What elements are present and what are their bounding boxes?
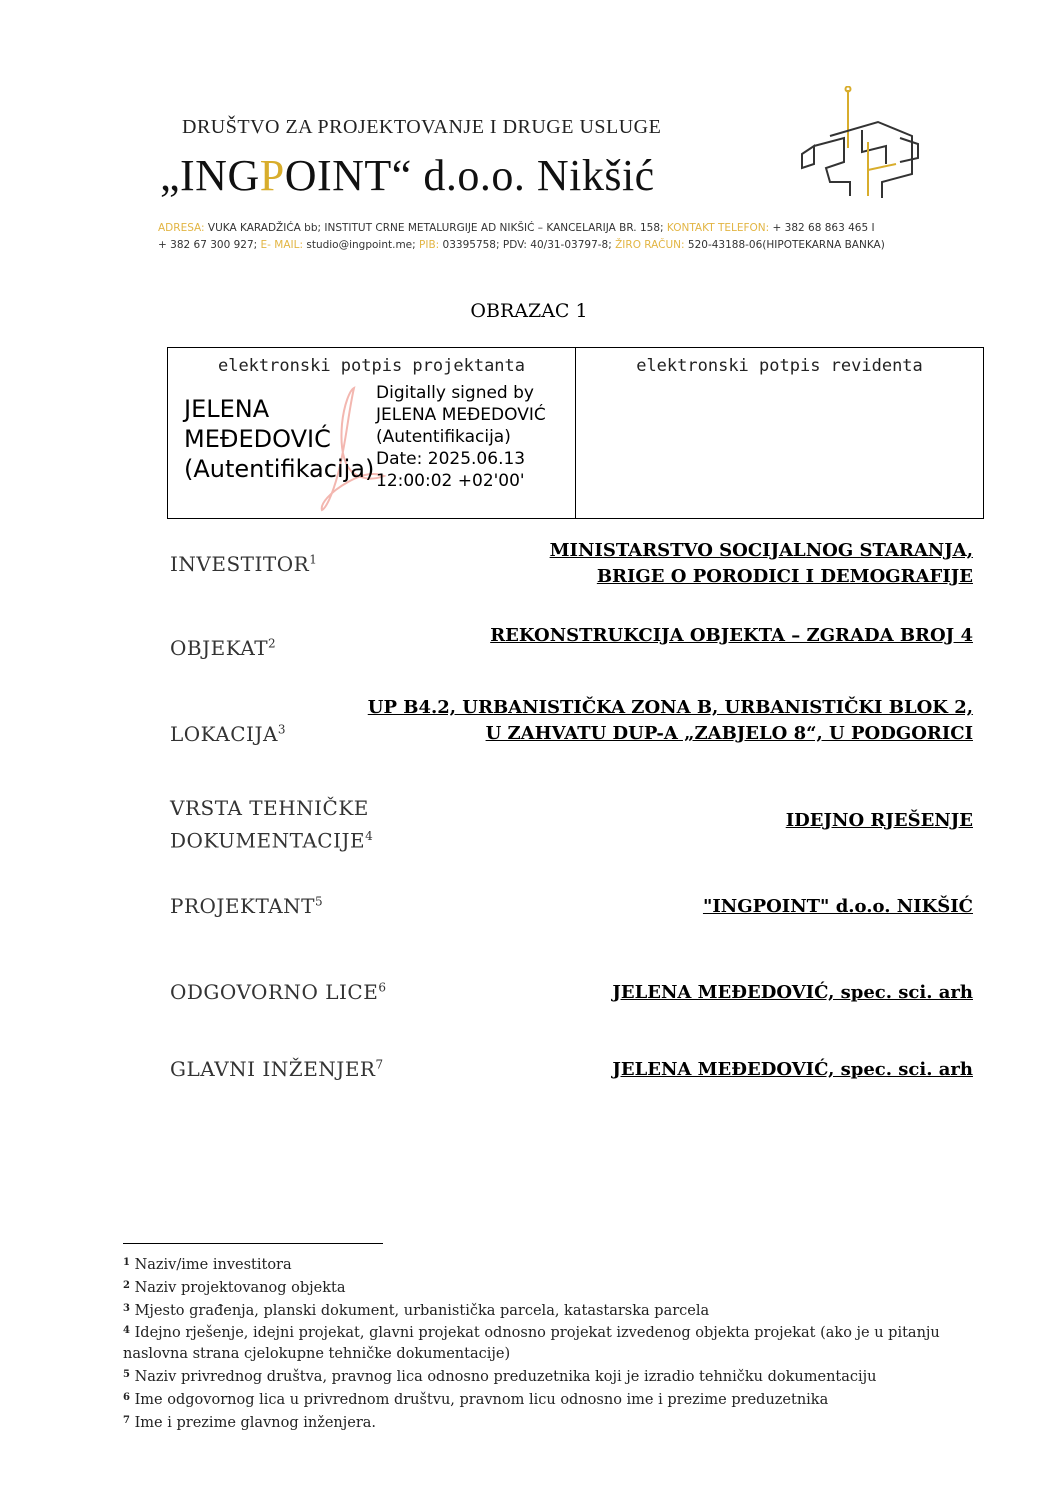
footnotes [123, 1253, 983, 1433]
email-label: E- MAIL: [260, 239, 304, 251]
phone-value: + 382 68 863 465 I [769, 222, 875, 234]
footnote [123, 1411, 983, 1434]
digital-signature-details [376, 382, 546, 492]
field-value-objekat [490, 623, 973, 649]
value-line: "INGPOINT" d.o.o. NIKŠIĆ [702, 896, 973, 917]
footnote-number: 3 [123, 1302, 130, 1314]
field-label-glavni-inzenjer [170, 1057, 384, 1081]
company-logo-icon [800, 86, 925, 204]
footnote-text: Naziv projektovanog objekta [129, 1279, 346, 1296]
field-value-odgovorno-lice [612, 980, 973, 1006]
footnote-text: Idejno rješenje, idejni projekat, glavni projekat odnosno projekat izvedenog objekta projekat (ako je u pitanju [129, 1325, 940, 1342]
reviewer-signature-cell[interactable] [576, 348, 983, 518]
signature-detail-line: JELENA MEĐEDOVIĆ [376, 405, 546, 425]
phone2-value: + 382 67 300 927; [158, 239, 258, 251]
footnote-ref: 5 [315, 894, 324, 909]
label-text: DOKUMENTACIJE [170, 828, 366, 853]
footnote-number: 4 [123, 1325, 130, 1337]
designer-signature-cell[interactable] [168, 348, 576, 518]
label-text: PROJEKTANT [170, 894, 315, 918]
footnote-continuation [123, 1344, 983, 1365]
field-label-vrsta-dokumentacije [170, 794, 373, 855]
signature-detail-line: (Autentifikacija) [376, 427, 511, 447]
label-text: OBJEKAT [170, 636, 269, 660]
label-text: INVESTITOR [170, 552, 310, 576]
contact-row-1 [158, 222, 875, 234]
footnote-number: 7 [123, 1414, 130, 1426]
footnote [123, 1253, 983, 1276]
signer-name-line: MEĐEDOVIĆ [184, 425, 331, 453]
footnote-ref: 2 [268, 636, 277, 651]
field-label-objekat [170, 636, 276, 660]
contact-row-2 [158, 239, 885, 251]
field-label-investitor [170, 552, 317, 576]
footnote [123, 1276, 983, 1299]
phone-label: KONTAKT TELEFON: [666, 222, 770, 234]
signer-name-line: (Autentifikacija) [184, 455, 375, 483]
signature-detail-line: Digitally signed by [376, 383, 534, 403]
label-text: ODGOVORNO LICE [170, 980, 379, 1004]
signature-detail-line: 12:00:02 +02'00' [376, 471, 525, 491]
account-label: ŽIRO RAČUN: [615, 239, 685, 251]
form-title: OBRAZAC 1 [470, 300, 588, 322]
field-value-lokacija [368, 695, 973, 747]
footnote-text: Naziv privrednog društva, pravnog lica odnosno preduzetnika koji je izradio tehničku dokumentaciju [129, 1368, 877, 1385]
company-name [160, 150, 655, 201]
footnote-text: Ime odgovornog lica u privrednom društvu, pravnom licu odnosno ime i prezime preduzetnika [129, 1391, 829, 1408]
field-value-vrsta-dokumentacije [786, 808, 973, 834]
company-name-gold-letter: P [259, 151, 285, 200]
footnote-number: 6 [123, 1391, 130, 1403]
address-value: VUKA KARADŽIĆA bb; INSTITUT CRNE METALURGIJE AD NIKŠIĆ – KANCELARIJA BR. 158; [204, 222, 664, 234]
footnote-ref: 7 [375, 1057, 384, 1072]
company-activity: DRUŠTVO ZA PROJEKTOVANJE I DRUGE USLUGE [182, 116, 662, 138]
footnote-number: 2 [123, 1279, 130, 1291]
footnote-text: Mjesto građenja, planski dokument, urbanistička parcela, katastarska parcela [129, 1302, 710, 1319]
footnote-ref: 3 [277, 722, 287, 737]
email-value: studio@ingpoint.me; [303, 239, 416, 251]
field-value-projektant [703, 894, 973, 920]
footnote-text: Naziv/ime investitora [129, 1257, 292, 1273]
value-line: BRIGE O PORODICI I DEMOGRAFIJE [596, 566, 973, 587]
field-value-investitor [550, 538, 973, 590]
field-label-odgovorno-lice [170, 980, 386, 1004]
signature-detail-line: Date: 2025.06.13 [376, 449, 526, 469]
footnote [123, 1365, 983, 1388]
value-line: JELENA MEĐEDOVIĆ, spec. sci. arh [612, 982, 973, 1003]
footnote-text: naslovna strana cjelokupne tehničke dokumentacije) [123, 1346, 511, 1363]
company-name-part: OINT“ d.o.o. Nikšić [284, 151, 655, 200]
signature-table [167, 347, 984, 519]
footnote-number: 5 [123, 1368, 130, 1380]
footnote [123, 1299, 983, 1322]
pib-value: 03395758; PDV: 40/31-03797-8; [439, 239, 612, 251]
footnote-ref: 4 [365, 829, 374, 843]
company-name-part: „ING [160, 151, 260, 200]
footnote-divider [123, 1243, 383, 1244]
label-text: GLAVNI INŽENJER [170, 1057, 376, 1081]
footnote-ref: 1 [309, 552, 318, 567]
value-line: JELENA MEĐEDOVIĆ, spec. sci. arh [612, 1059, 973, 1080]
field-value-glavni-inzenjer [612, 1057, 973, 1083]
pib-label: PIB: [419, 239, 440, 251]
value-line: IDEJNO RJEŠENJE [785, 810, 973, 831]
value-line: REKONSTRUKCIJA OBJEKTA – ZGRADA BROJ 4 [490, 625, 973, 646]
label-text: VRSTA TEHNIČKE [170, 796, 369, 820]
footnote-number: 1 [123, 1257, 130, 1268]
footnote [123, 1388, 983, 1411]
field-label-projektant [170, 894, 323, 918]
value-line: UP B4.2, URBANISTIČKA ZONA B, URBANISTIČKI BLOK 2, [367, 697, 973, 718]
footnote [123, 1321, 983, 1344]
reviewer-signature-header: elektronski potpis revidenta [636, 356, 923, 376]
address-label: ADRESA: [158, 222, 205, 234]
designer-signature-header: elektronski potpis projektanta [217, 356, 526, 376]
signer-name-line: JELENA [184, 395, 270, 423]
label-text: LOKACIJA [170, 722, 278, 746]
field-label-lokacija [170, 722, 286, 746]
account-value: 520-43188-06(HIPOTEKARNA BANKA) [684, 239, 885, 251]
footnote-text: Ime i prezime glavnog inženjera. [129, 1414, 377, 1431]
value-line: U ZAHVATU DUP-A „ZABJELO 8“, U PODGORICI [485, 723, 973, 744]
footnote-ref: 6 [378, 980, 387, 995]
value-line: MINISTARSTVO SOCIJALNOG STARANJA, [549, 540, 973, 561]
signer-name [184, 394, 384, 484]
